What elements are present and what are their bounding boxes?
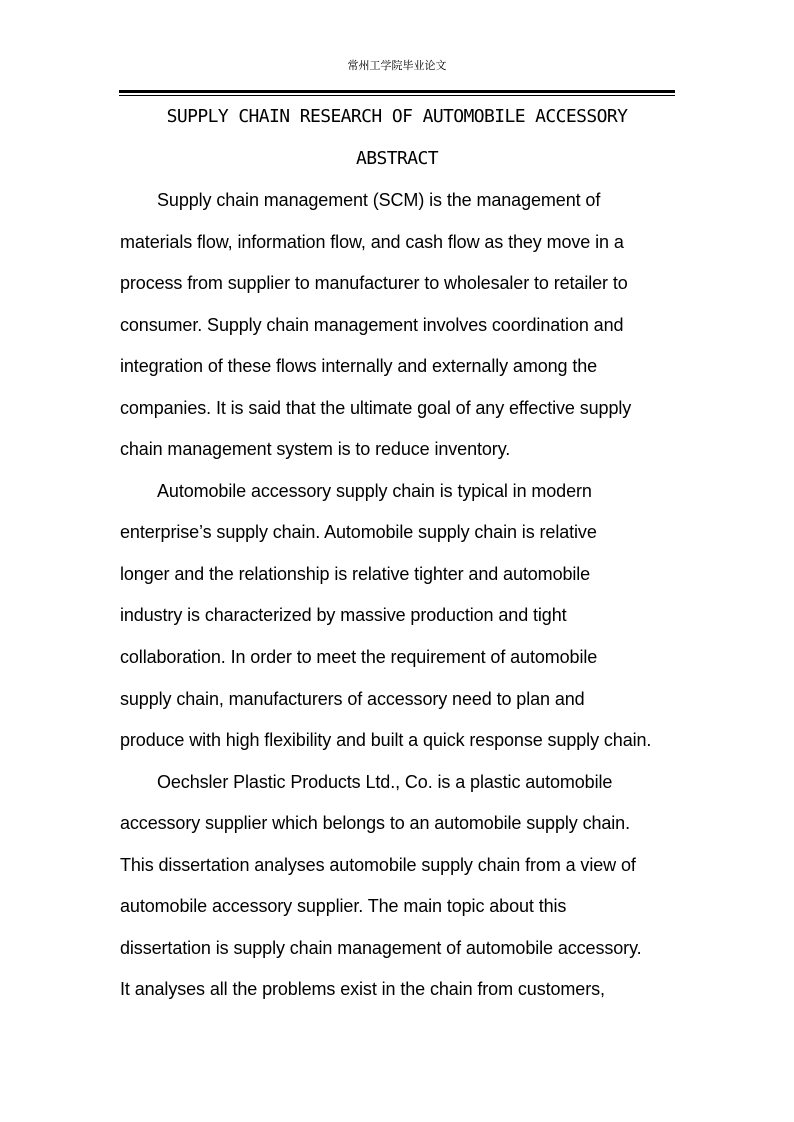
body-line: Supply chain management (SCM) is the management of <box>157 190 601 210</box>
body-line: Automobile accessory supply chain is typical in modern <box>157 480 592 501</box>
body-line: industry is characterized by massive production and tight <box>120 605 567 626</box>
body-line: collaboration. In order to meet the requirement of automobile <box>120 647 598 668</box>
body-line: chain management system is to reduce inventory. <box>120 439 511 460</box>
body-line: materials flow, information flow, and cash flow as they move in a <box>120 231 624 252</box>
body-line: It analyses all the problems exist in the chain from customers, <box>120 979 605 1000</box>
body-line: supply chain, manufacturers of accessory need to plan and <box>120 688 585 709</box>
abstract-body <box>120 183 680 1014</box>
header-rule-thin <box>119 95 675 96</box>
body-line: automobile accessory supplier. The main topic about this <box>120 896 567 917</box>
body-line: consumer. Supply chain management involves coordination and <box>120 314 624 335</box>
body-line: integration of these flows internally and externally among the <box>120 356 598 377</box>
body-line: Oechsler Plastic Products Ltd., Co. is a plastic automobile <box>157 771 613 792</box>
body-line: enterprise’s supply chain. Automobile supply chain is relative <box>120 522 597 543</box>
body-line: longer and the relationship is relative tighter and automobile <box>120 563 591 584</box>
body-line: companies. It is said that the ultimate goal of any effective supply <box>120 397 632 418</box>
section-heading: ABSTRACT <box>356 148 438 169</box>
body-line: process from supplier to manufacturer to wholesaler to retailer to <box>120 273 628 294</box>
document-title: SUPPLY CHAIN RESEARCH OF AUTOMOBILE ACCESSORY <box>166 106 628 127</box>
body-line: produce with high flexibility and built a quick response supply chain. <box>120 730 652 751</box>
body-line: This dissertation analyses automobile supply chain from a view of <box>120 854 636 875</box>
running-header: 常州工学院毕业论文 <box>347 59 447 72</box>
body-line: accessory supplier which belongs to an automobile supply chain. <box>120 813 630 834</box>
header-rule-thick <box>119 90 675 93</box>
body-line: dissertation is supply chain management of automobile accessory. <box>120 937 642 958</box>
